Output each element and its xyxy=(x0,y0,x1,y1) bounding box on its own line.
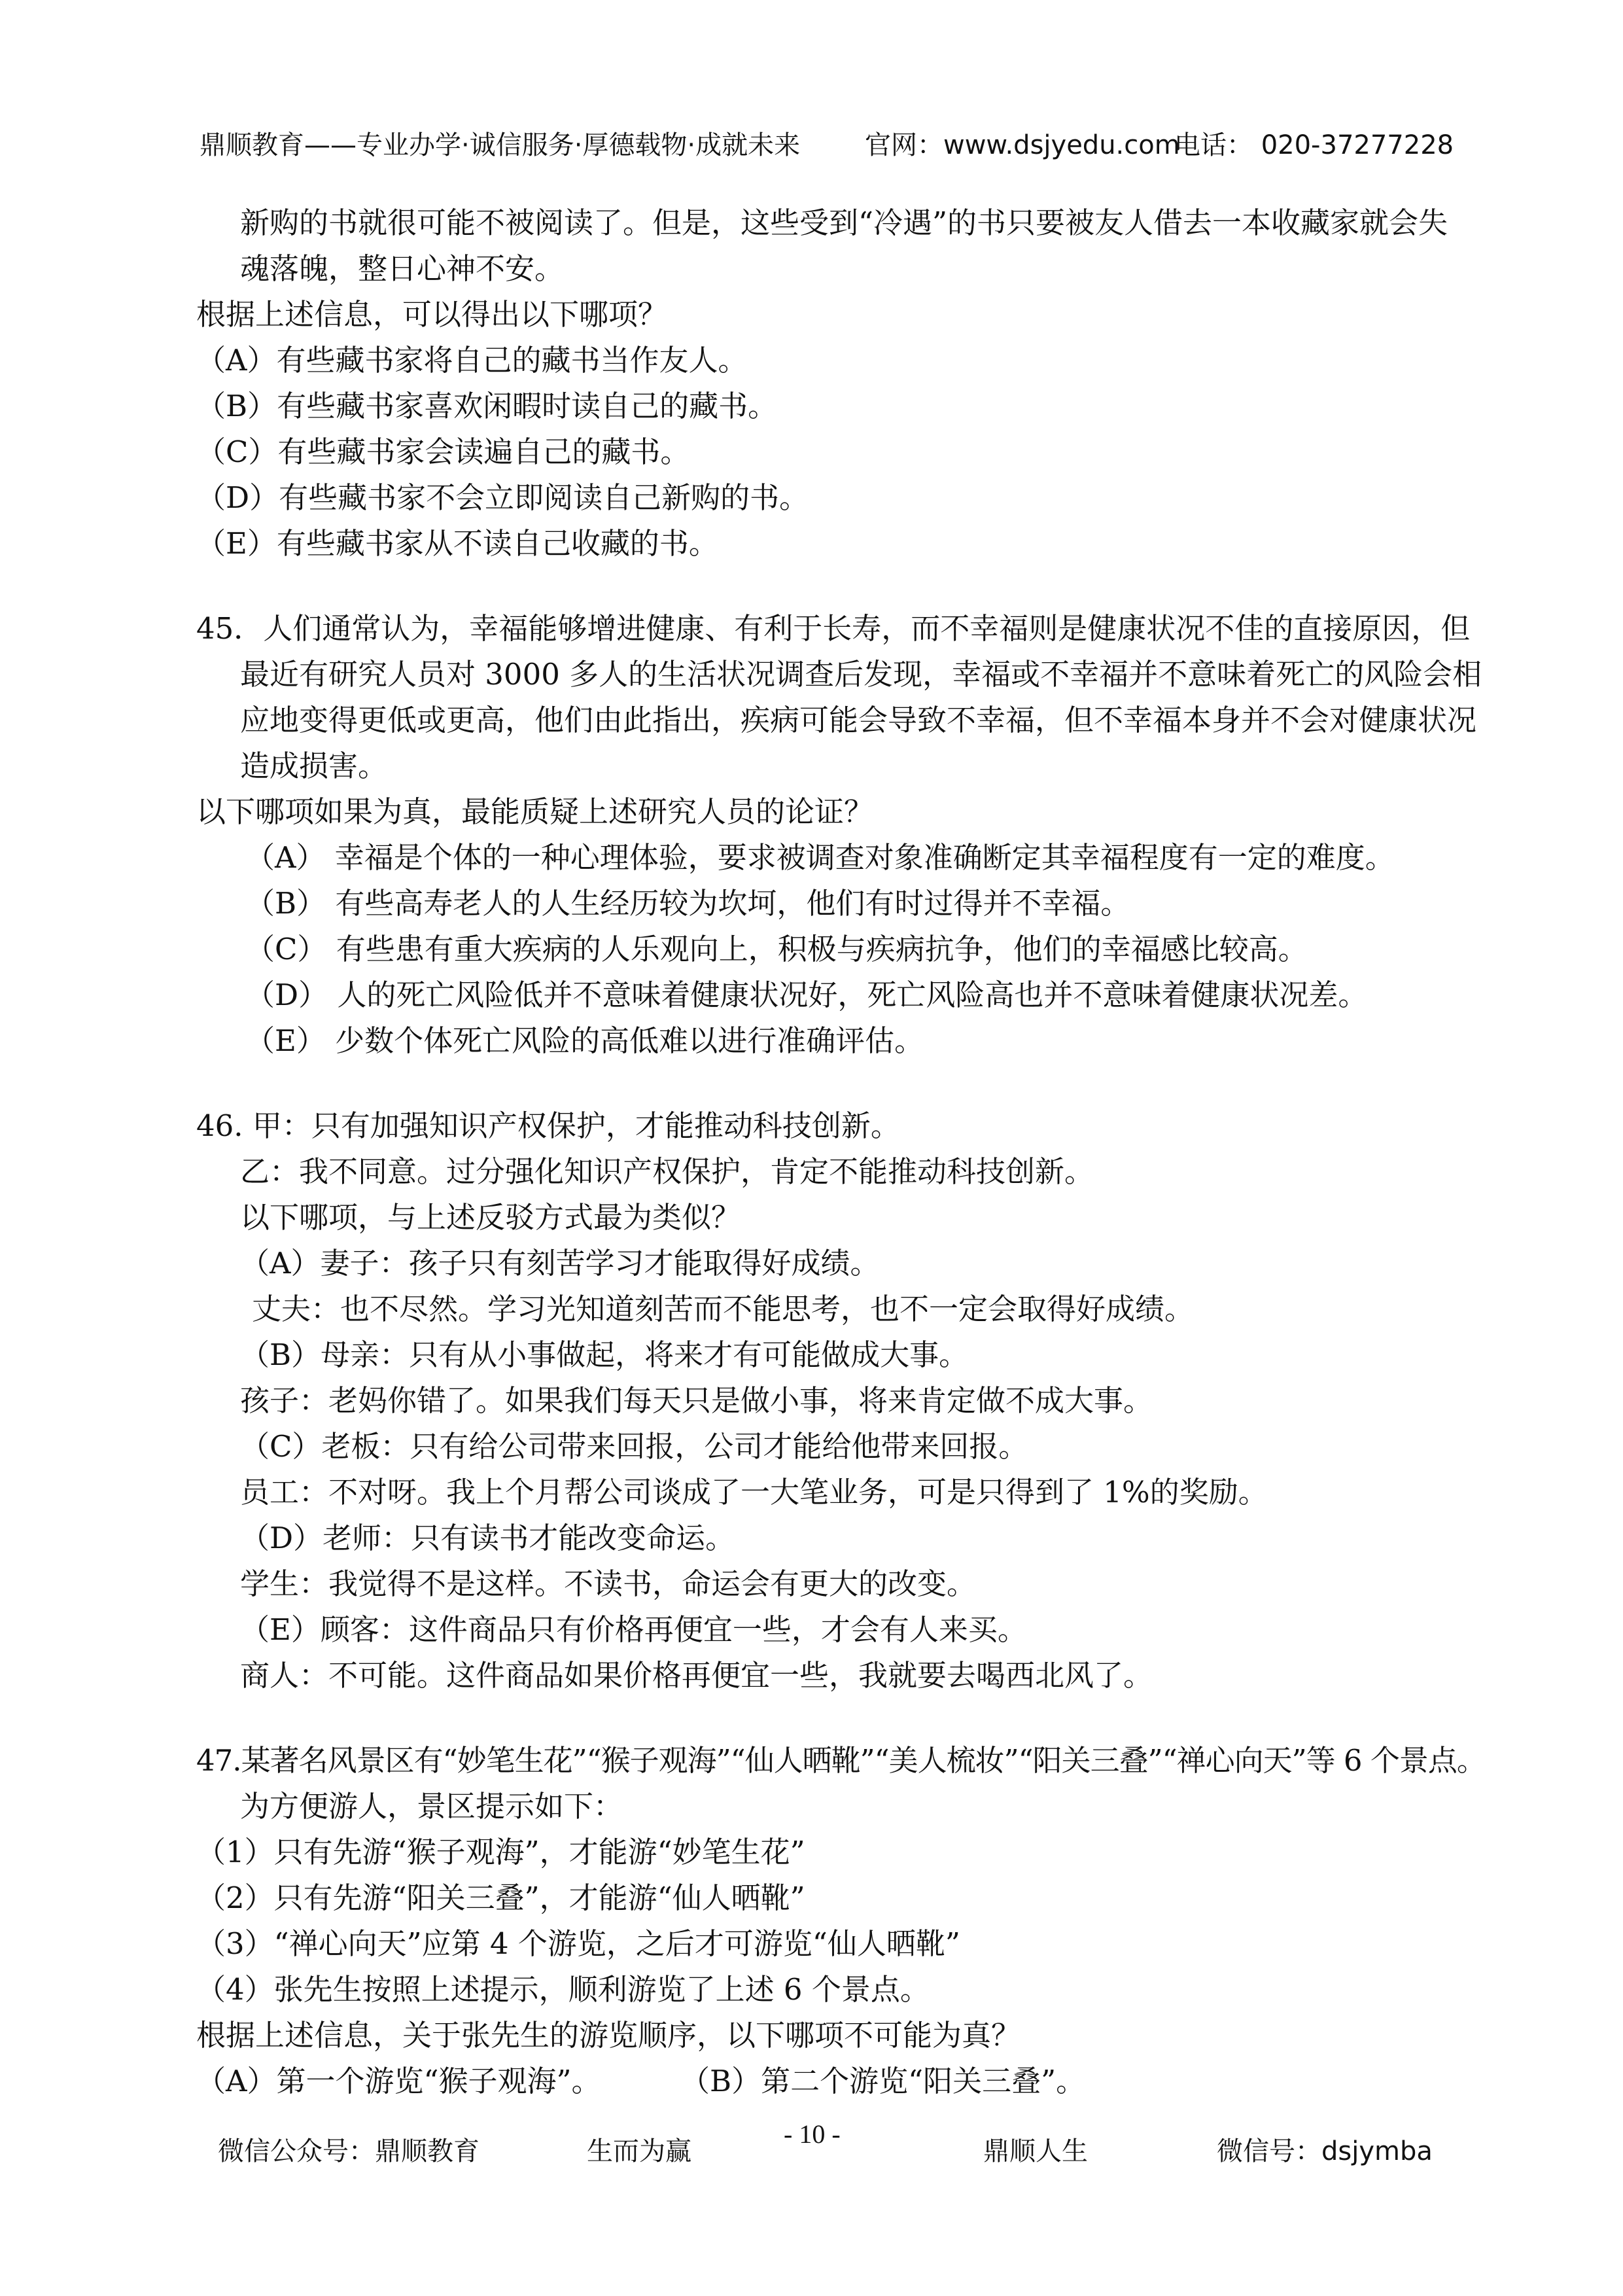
q45-option-d: （D） 人的死亡风险低并不意味着健康状况好，死亡风险高也并不意味着健康状况差。 xyxy=(245,978,1368,1012)
q44-question: 根据上述信息，可以得出以下哪项？ xyxy=(196,297,668,332)
q46-line-1: 46. 甲：只有加强知识产权保护，才能推动科技创新。 xyxy=(196,1108,900,1143)
q44-option-a: （A）有些藏书家将自己的藏书当作友人。 xyxy=(196,343,748,378)
q44-line-1: 新购的书就很可能不被阅读了。但是，这些受到“冷遇”的书只要被友人借去一本收藏家就会失 xyxy=(240,205,1448,240)
q47-rule-2: （2）只有先游“阳关三叠”，才能游“仙人晒靴” xyxy=(196,1881,805,1915)
q47-option-b: （B）第二个游览“阳关三叠”。 xyxy=(680,2064,1086,2098)
q46-option-d: （D）老师：只有读书才能改变命运。 xyxy=(240,1521,735,1555)
q44-option-b: （B）有些藏书家喜欢闲暇时读自己的藏书。 xyxy=(196,389,778,423)
footer-wechat-id: 微信号：dsjymba xyxy=(1217,2136,1433,2166)
q45-option-c: （C） 有些患有重大疾病的人乐观向上，积极与疾病抗争，他们的幸福感比较高。 xyxy=(245,932,1308,966)
q47-option-a: （A）第一个游览“猴子观海”。 xyxy=(196,2064,601,2098)
q47-rule-4: （4）张先生按照上述提示，顺利游览了上述 6 个景点。 xyxy=(196,1972,930,2007)
q47-question: 根据上述信息，关于张先生的游览顺序，以下哪项不可能为真？ xyxy=(196,2018,1021,2053)
q46-option-b: （B）母亲：只有从小事做起，将来才有可能做成大事。 xyxy=(240,1337,969,1372)
q44-option-e: （E）有些藏书家从不读自己收藏的书。 xyxy=(196,526,718,561)
q47-rule-1: （1）只有先游“猴子观海”，才能游“妙笔生花” xyxy=(196,1835,805,1869)
q46-option-a-reply: 丈夫：也不尽然。学习光知道刻苦而不能思考，也不一定会取得好成绩。 xyxy=(252,1292,1195,1326)
q45-option-a: （A） 幸福是个体的一种心理体验，要求被调查对象准确断定其幸福程度有一定的难度。 xyxy=(245,840,1395,875)
q46-option-e-reply: 商人：不可能。这件商品如果价格再便宜一些，我就要去喝西北风了。 xyxy=(240,1658,1153,1693)
q45-option-e: （E） 少数个体死亡风险的高低难以进行准确评估。 xyxy=(245,1023,924,1058)
header-left: 鼎顺教育——专业办学·诚信服务·厚德载物·成就未来 xyxy=(200,130,801,160)
q45-line-3: 应地变得更低或更高，他们由此指出，疾病可能会导致不幸福，但不幸福本身并不会对健康状况 xyxy=(240,703,1477,737)
q47-rule-3: （3）“禅心向天”应第 4 个游览，之后才可游览“仙人晒靴” xyxy=(196,1926,960,1961)
q46-option-e: （E）顾客：这件商品只有价格再便宜一些，才会有人来买。 xyxy=(240,1612,1027,1647)
q47-line-1: 47.某著名风景区有“妙笔生花”“猴子观海”“仙人晒靴”“美人梳妆”“阳关三叠”“禅心向天”等 6 个景点。 xyxy=(196,1743,1486,1778)
q46-option-a: （A）妻子：孩子只有刻苦学习才能取得好成绩。 xyxy=(240,1246,880,1280)
q46-option-b-reply: 孩子：老妈你错了。如果我们每天只是做小事，将来肯定做不成大事。 xyxy=(240,1383,1153,1418)
q46-line-3: 以下哪项，与上述反驳方式最为类似？ xyxy=(240,1200,741,1235)
header-phone: 电话： 020-37277228 xyxy=(1174,130,1454,160)
q45-option-b: （B） 有些高寿老人的人生经历较为坎坷，他们有时过得并不幸福。 xyxy=(245,886,1130,921)
q46-line-2: 乙：我不同意。过分强化知识产权保护，肯定不能推动科技创新。 xyxy=(240,1154,1094,1189)
q44-option-d: （D）有些藏书家不会立即阅读自己新购的书。 xyxy=(196,480,809,515)
page-number: - 10 - xyxy=(784,2119,841,2149)
q45-line-2: 最近有研究人员对 3000 多人的生活状况调查后发现，幸福或不幸福并不意味着死亡的风险会相 xyxy=(240,657,1482,692)
header-website: 官网：www.dsjyedu.com xyxy=(865,130,1180,160)
q46-option-d-reply: 学生：我觉得不是这样。不读书，命运会有更大的改变。 xyxy=(240,1566,977,1601)
q46-option-c: （C）老板：只有给公司带来回报，公司才能给他带来回报。 xyxy=(240,1429,1028,1464)
q47-line-2: 为方便游人，景区提示如下： xyxy=(240,1789,623,1824)
q44-option-c: （C）有些藏书家会读遍自己的藏书。 xyxy=(196,434,690,469)
q45-question: 以下哪项如果为真，最能质疑上述研究人员的论证？ xyxy=(196,794,874,829)
q45-line-1: 45．人们通常认为，幸福能够增进健康、有利于长寿，而不幸福则是健康状况不佳的直接原因，但 xyxy=(196,611,1471,646)
footer-wechat-official: 微信公众号：鼎顺教育 xyxy=(218,2136,480,2166)
q45-line-4: 造成损害。 xyxy=(240,749,388,783)
footer-brand: 鼎顺人生 xyxy=(983,2136,1088,2166)
q44-line-2: 魂落魄，整日心神不安。 xyxy=(240,251,565,286)
footer-slogan: 生而为赢 xyxy=(587,2136,691,2166)
q46-option-c-reply: 员工：不对呀。我上个月帮公司谈成了一大笔业务，可是只得到了 1%的奖励。 xyxy=(240,1475,1268,1510)
